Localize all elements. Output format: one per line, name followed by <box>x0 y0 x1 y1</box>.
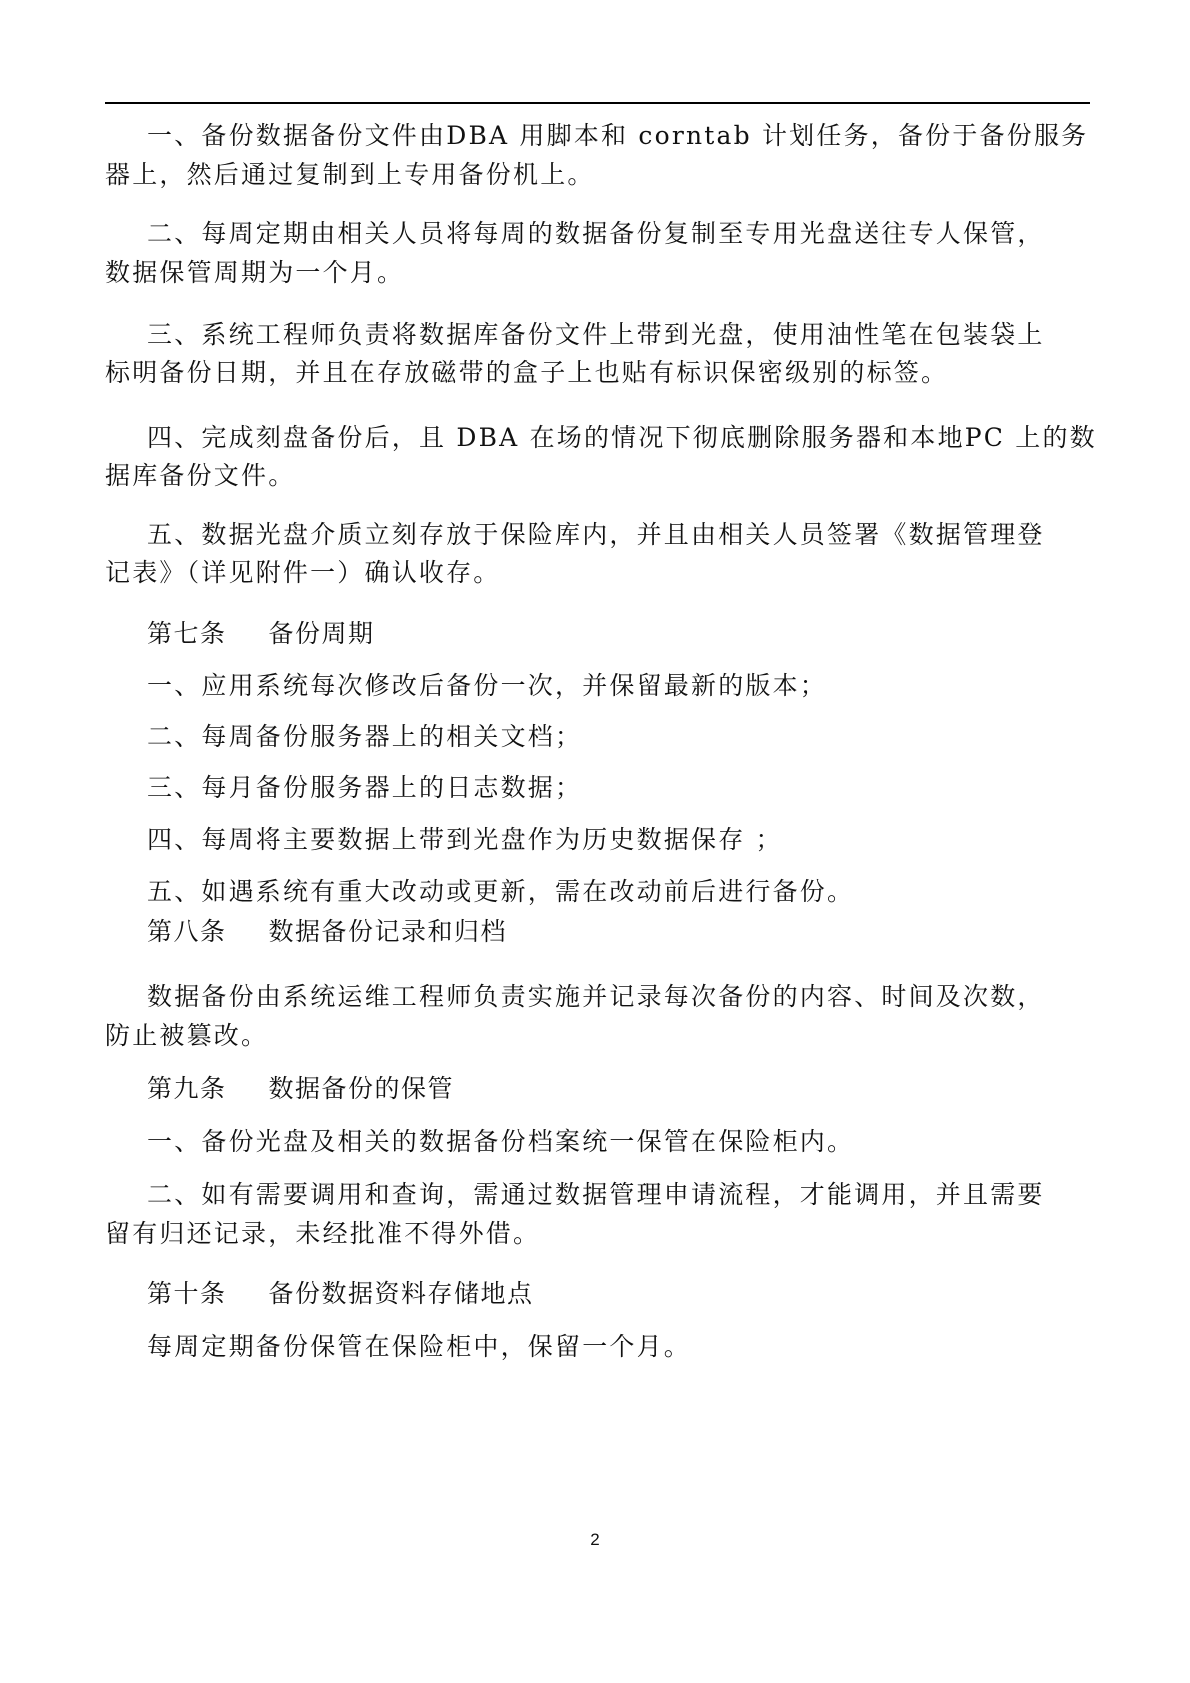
article-8-title: 数据备份记录和归档 <box>268 917 508 946</box>
para1-line2: 器上，然后通过复制到上专用备份机上。 <box>105 160 595 189</box>
article-8-number: 第八条 <box>147 917 227 946</box>
para1-line1: 一、备份数据备份文件由DBA 用脚本和 corntab 计划任务，备份于备份服务 <box>147 121 1089 150</box>
para5-line1: 五、数据光盘介质立刻存放于保险库内，并且由相关人员签署《数据管理登 <box>147 520 1045 549</box>
article-7-item-4: 四、每周将主要数据上带到光盘作为历史数据保存 ； <box>147 825 783 854</box>
article-10-title: 备份数据资料存储地点 <box>268 1279 534 1308</box>
article-9-number: 第九条 <box>147 1074 227 1103</box>
para4-line2: 据库备份文件。 <box>105 461 296 490</box>
article-10-line-1: 每周定期备份保管在保险柜中，保留一个月。 <box>147 1332 692 1361</box>
article-10-number: 第十条 <box>147 1279 227 1308</box>
article-10-heading <box>147 1278 534 1310</box>
para3-line1: 三、系统工程师负责将数据库备份文件上带到光盘，使用油性笔在包装袋上 <box>147 320 1045 349</box>
article-7-item-5: 五、如遇系统有重大改动或更新，需在改动前后进行备份。 <box>147 877 855 906</box>
article-9-heading <box>147 1073 454 1105</box>
article-9-title: 数据备份的保管 <box>268 1074 455 1103</box>
article-9-item-2-line-1: 二、如有需要调用和查询，需通过数据管理申请流程，才能调用，并且需要 <box>147 1180 1045 1209</box>
article-7-heading <box>147 618 375 650</box>
article-8-line-2: 防止被篡改。 <box>105 1021 269 1050</box>
para3-line2: 标明备份日期，并且在存放磁带的盒子上也贴有标识保密级别的标签。 <box>105 358 949 387</box>
article-7-item-1: 一、应用系统每次修改后备份一次，并保留最新的版本； <box>147 671 828 700</box>
article-7-title: 备份周期 <box>268 619 375 648</box>
header-rule <box>105 102 1090 104</box>
para2-line1: 二、每周定期由相关人员将每周的数据备份复制至专用光盘送往专人保管， <box>147 219 1045 248</box>
article-9-item-2-line-2: 留有归还记录，未经批准不得外借。 <box>105 1219 541 1248</box>
page-number: 2 <box>590 1530 600 1549</box>
para5-line2: 记表》（详见附件一）确认收存。 <box>105 558 501 587</box>
article-8-line-1: 数据备份由系统运维工程师负责实施并记录每次备份的内容、时间及次数， <box>147 982 1045 1011</box>
article-7-item-3: 三、每月备份服务器上的日志数据； <box>147 773 583 802</box>
para4-line1: 四、完成刻盘备份后，且 DBA 在场的情况下彻底删除服务器和本地PC 上的数 <box>147 423 1097 452</box>
article-7-number: 第七条 <box>147 619 227 648</box>
article-7-item-2: 二、每周备份服务器上的相关文档； <box>147 722 583 751</box>
article-8-heading <box>147 916 507 948</box>
article-9-item-1: 一、备份光盘及相关的数据备份档案统一保管在保险柜内。 <box>147 1127 855 1156</box>
para2-line2: 数据保管周期为一个月。 <box>105 258 405 287</box>
